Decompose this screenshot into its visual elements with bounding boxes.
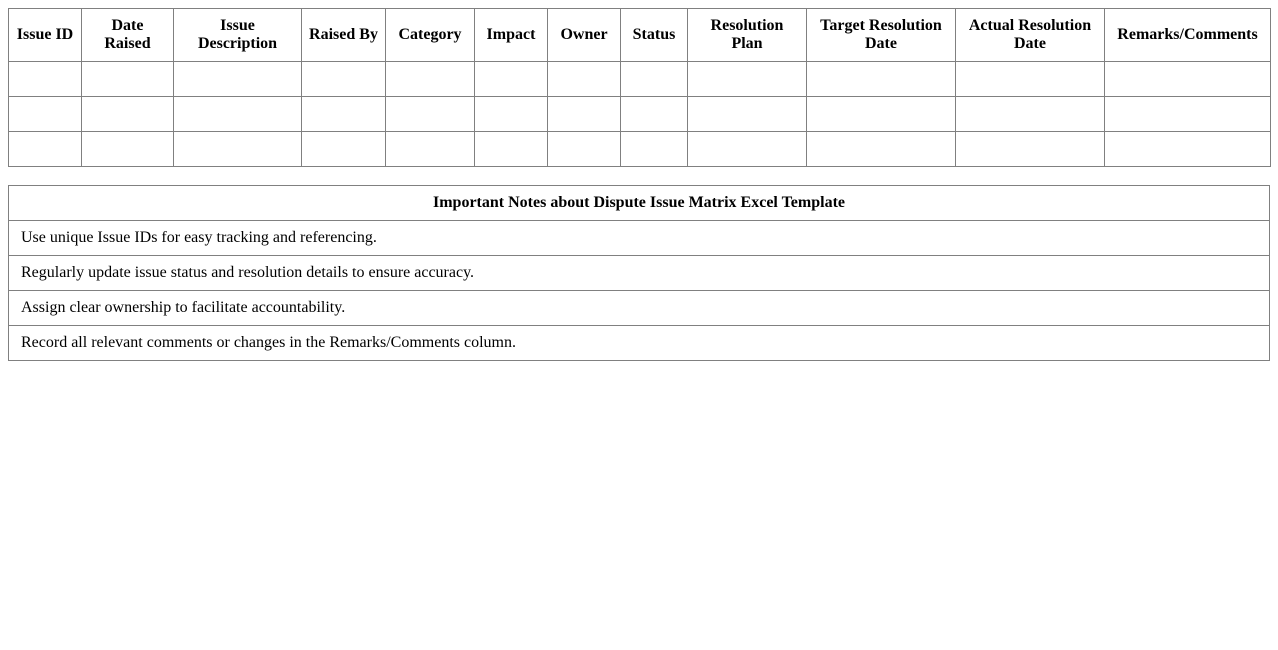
table-cell <box>174 132 302 167</box>
note-text: Regularly update issue status and resolution details to ensure accuracy. <box>9 256 1270 291</box>
list-item <box>9 256 1270 291</box>
table-cell <box>475 132 548 167</box>
table-cell <box>386 97 475 132</box>
table-cell <box>9 97 82 132</box>
table-cell <box>807 62 956 97</box>
table-cell <box>807 132 956 167</box>
table-cell <box>548 62 621 97</box>
col-date-raised: Date Raised <box>82 9 174 62</box>
table-cell <box>956 62 1105 97</box>
col-target-resolution-date: Target Resolution Date <box>807 9 956 62</box>
table-cell <box>9 132 82 167</box>
table-cell <box>386 132 475 167</box>
col-issue-id: Issue ID <box>9 9 82 62</box>
issue-matrix-table <box>8 8 1271 167</box>
table-cell <box>9 62 82 97</box>
table-cell <box>174 97 302 132</box>
table-cell <box>475 97 548 132</box>
note-text: Assign clear ownership to facilitate accountability. <box>9 291 1270 326</box>
table-cell <box>548 132 621 167</box>
table-cell <box>386 62 475 97</box>
list-item <box>9 291 1270 326</box>
page-content <box>8 8 1270 361</box>
table-cell <box>621 97 688 132</box>
col-issue-description: Issue Description <box>174 9 302 62</box>
table-cell <box>174 62 302 97</box>
table-cell <box>302 62 386 97</box>
table-cell <box>475 62 548 97</box>
matrix-header-row <box>9 9 1271 62</box>
table-cell <box>688 132 807 167</box>
notes-table <box>8 185 1270 361</box>
table-cell <box>956 132 1105 167</box>
table-row <box>9 132 1271 167</box>
table-row <box>9 97 1271 132</box>
col-resolution-plan: Resolution Plan <box>688 9 807 62</box>
table-cell <box>1105 97 1271 132</box>
table-cell <box>688 62 807 97</box>
table-cell <box>688 97 807 132</box>
table-cell <box>302 132 386 167</box>
table-cell <box>956 97 1105 132</box>
table-cell <box>1105 132 1271 167</box>
table-cell <box>82 97 174 132</box>
table-cell <box>807 97 956 132</box>
note-text: Record all relevant comments or changes in the Remarks/Comments column. <box>9 326 1270 361</box>
notes-title: Important Notes about Dispute Issue Matrix Excel Template <box>9 186 1270 221</box>
table-cell <box>621 62 688 97</box>
col-raised-by: Raised By <box>302 9 386 62</box>
list-item <box>9 326 1270 361</box>
table-cell <box>621 132 688 167</box>
col-owner: Owner <box>548 9 621 62</box>
table-cell <box>548 97 621 132</box>
note-text: Use unique Issue IDs for easy tracking and referencing. <box>9 221 1270 256</box>
col-impact: Impact <box>475 9 548 62</box>
table-row <box>9 62 1271 97</box>
table-cell <box>82 132 174 167</box>
list-item <box>9 221 1270 256</box>
col-status: Status <box>621 9 688 62</box>
table-cell <box>82 62 174 97</box>
col-actual-resolution-date: Actual Resolution Date <box>956 9 1105 62</box>
col-remarks-comments: Remarks/Comments <box>1105 9 1271 62</box>
notes-header-row <box>9 186 1270 221</box>
table-cell <box>1105 62 1271 97</box>
col-category: Category <box>386 9 475 62</box>
table-cell <box>302 97 386 132</box>
